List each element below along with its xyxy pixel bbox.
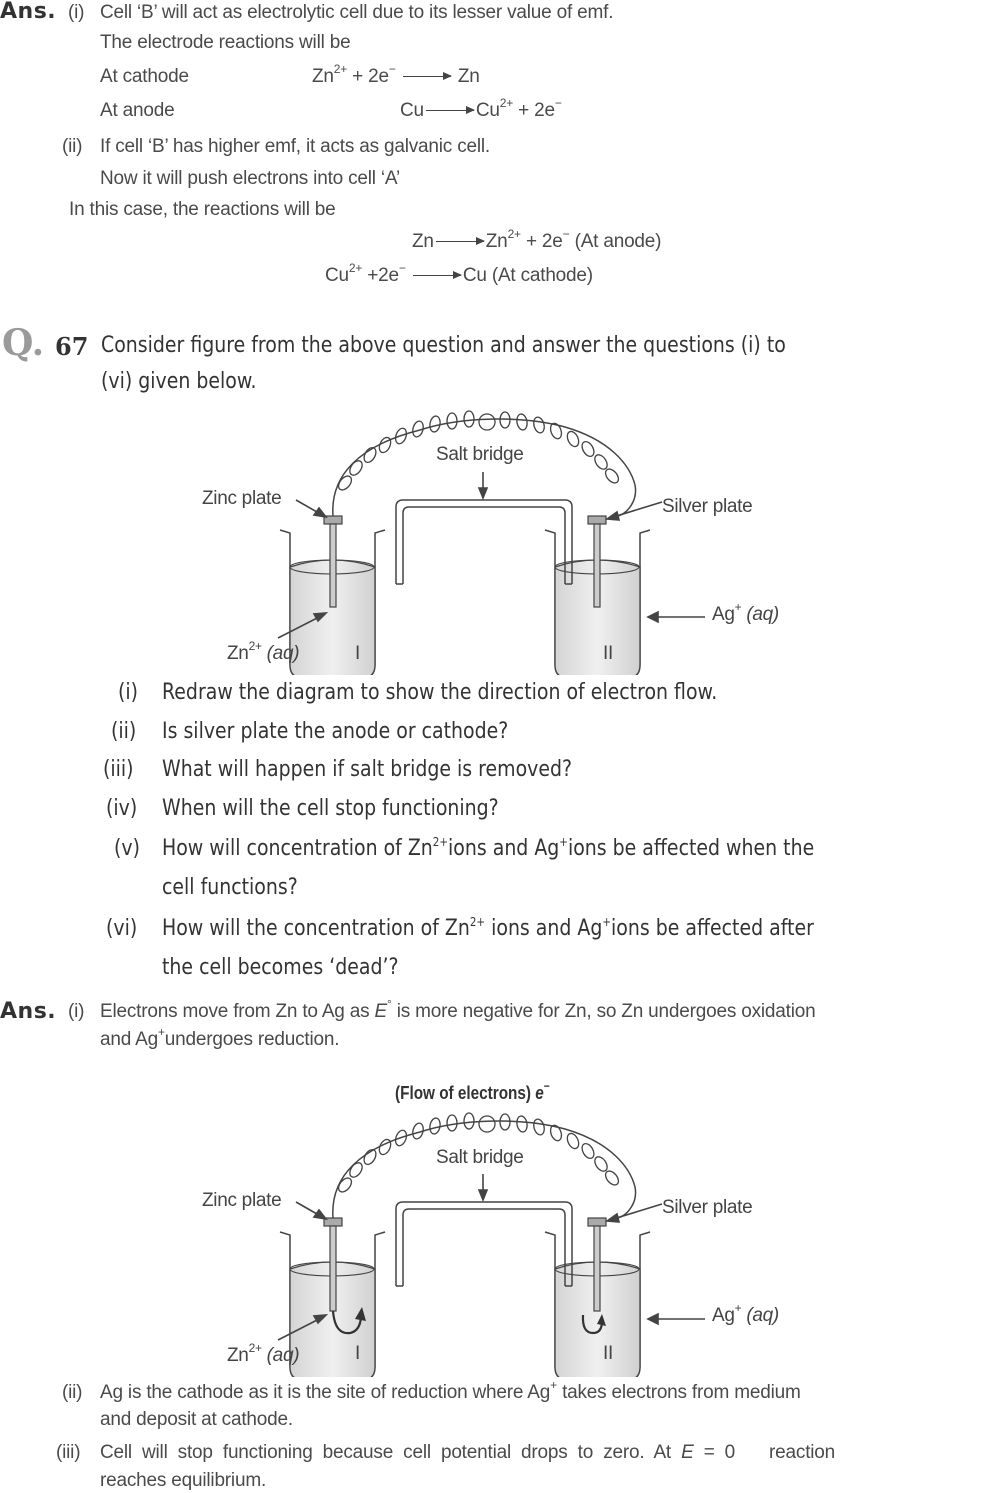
superscript: − (543, 1079, 550, 1093)
anode-reaction (412, 227, 662, 253)
subquestion-text: cell functions? (162, 875, 298, 900)
ion-state: (aq) (746, 1305, 779, 1326)
equation-superscript: 2+ (499, 96, 514, 110)
equation-note: (At cathode) (491, 265, 593, 286)
silver-plate-label: Silver plate (662, 1197, 753, 1218)
silver-plate-label: Silver plate (662, 496, 753, 517)
question-number: 67 (55, 332, 89, 361)
answer-part-number: (i) (68, 2, 85, 23)
subquestion-number: (iv) (106, 796, 138, 821)
text-run: reaction (769, 1442, 836, 1463)
beaker-2-label: II (603, 1343, 613, 1364)
reaction-arrow-icon (403, 76, 451, 77)
ion-symbol: Ag (712, 604, 735, 625)
subquestion-text (162, 836, 814, 861)
equation-superscript: − (554, 96, 562, 110)
reaction-arrow-icon (426, 110, 474, 111)
subquestion-number: (ii) (111, 719, 137, 744)
zinc-plate-label: Zinc plate (202, 1190, 282, 1211)
text-run: takes electrons from medium (562, 1382, 801, 1403)
answer-label: Ans. (0, 0, 57, 24)
reaction-arrow-icon (436, 241, 484, 242)
silver-ion-label (712, 600, 779, 626)
question-marker: Q. (2, 322, 45, 364)
subquestion-number: (v) (114, 836, 140, 861)
equation-term: +2e (367, 265, 399, 286)
subquestion-text: Is silver plate the anode or cathode? (162, 719, 509, 744)
zinc-ion-label (227, 639, 300, 665)
equation-term: Cu (462, 265, 487, 286)
title-text: (Flow of electrons) (395, 1083, 532, 1103)
question-text: Consider figure from the above question and answer the questions (i) to (101, 333, 786, 358)
equation-term: + 2e (518, 100, 555, 121)
answer-part-number: (iii) (56, 1442, 81, 1463)
equation-term: Cu (475, 100, 500, 121)
symbol: E (374, 1001, 387, 1022)
ion-symbol: Zn (227, 1345, 249, 1366)
text-run: = 0 (703, 1442, 736, 1463)
equation-term: Zn (312, 66, 334, 87)
text-run: Electrons move from Zn to Ag as (100, 1001, 370, 1022)
answer-text: The electrode reactions will be (100, 32, 351, 53)
answer-part-number: (i) (68, 1001, 85, 1022)
equation-superscript: − (398, 261, 406, 275)
text-run: How will concentration of Zn (162, 836, 433, 861)
anode-equation (400, 96, 562, 122)
text-run: Ag is the cathode as it is the site of reduction where Ag (100, 1382, 551, 1403)
equation-superscript: 2+ (348, 261, 363, 275)
text-run: and Ag (100, 1029, 158, 1050)
superscript: 2+ (469, 915, 486, 929)
anode-label: At anode (100, 100, 175, 121)
subquestion-text: Redraw the diagram to show the direction of electron flow. (162, 680, 718, 705)
answer-label: Ans. (0, 999, 57, 1024)
cathode-equation (312, 62, 480, 88)
equation-term: + 2e (525, 231, 563, 252)
cathode-label: At cathode (100, 66, 189, 87)
equation-term: Cu (400, 100, 424, 121)
ion-state: (aq) (266, 1345, 300, 1366)
answer-text: Now it will push electrons into cell ‘A’ (100, 168, 400, 189)
subquestion-number: (vi) (106, 916, 138, 941)
ion-symbol: Ag (712, 1305, 735, 1326)
superscript: + (550, 1378, 557, 1392)
ion-charge: 2+ (248, 639, 262, 653)
subquestion-text: the cell becomes ‘dead’? (162, 955, 399, 980)
equation-term: Zn (412, 231, 434, 252)
equation-term: Zn (457, 66, 480, 87)
text-run: ions be affected after (611, 916, 814, 941)
text-run: ions and Ag (491, 916, 603, 941)
answer-text: In this case, the reactions will be (69, 199, 336, 220)
beaker-1-label: I (355, 643, 360, 664)
subquestion-text (162, 916, 814, 941)
diagram-title (395, 1079, 550, 1104)
cathode-reaction (325, 261, 593, 287)
ion-state: (aq) (746, 604, 779, 625)
superscript: + (157, 1025, 165, 1039)
symbol: E (681, 1442, 694, 1463)
ion-charge: + (734, 600, 742, 614)
answer-text (100, 1378, 801, 1404)
equation-superscript: − (388, 62, 396, 76)
superscript: + (559, 835, 568, 849)
text-run: undergoes reduction. (164, 1029, 340, 1050)
equation-superscript: 2+ (333, 62, 348, 76)
answer-text (100, 1025, 340, 1051)
answer-text: Cell ‘B’ will act as electrolytic cell due to its lesser value of emf. (100, 2, 614, 23)
beaker-1-label: I (355, 1343, 360, 1364)
subquestion-text: What will happen if salt bridge is removed? (162, 757, 573, 782)
beaker-2-label: II (603, 643, 613, 664)
answer-text (100, 1442, 835, 1464)
subquestion-text: When will the cell stop functioning? (162, 796, 499, 821)
reaction-arrow-icon (413, 275, 461, 276)
electron-symbol: e (535, 1083, 544, 1103)
superscript: + (602, 915, 612, 929)
question-text: (vi) given below. (101, 369, 257, 394)
equation-note: (At anode) (574, 231, 662, 252)
ion-charge: + (734, 1301, 742, 1315)
subquestion-number: (iii) (103, 757, 134, 782)
answer-part-number: (ii) (62, 136, 83, 157)
silver-ion-label (712, 1301, 779, 1327)
answer-part-number: (ii) (62, 1382, 83, 1403)
salt-bridge-label: Salt bridge (436, 1147, 524, 1168)
ion-charge: 2+ (248, 1341, 262, 1355)
text-run: ions be affected when the (567, 836, 815, 861)
zinc-ion-label (227, 1341, 300, 1367)
equation-term: Zn (485, 231, 508, 252)
text-run: How will the concentration of Zn (162, 916, 470, 941)
ion-state: (aq) (266, 643, 300, 664)
subquestion-number: (i) (118, 680, 139, 705)
ion-symbol: Zn (227, 643, 249, 664)
text-run: Cell will stop functioning because cell potential drops to zero. At (100, 1442, 672, 1463)
equation-term: + 2e (352, 66, 389, 87)
text-run: is more negative for Zn, so Zn undergoes oxidation (396, 1001, 816, 1022)
superscript: 2+ (432, 835, 449, 849)
text-run: ions and Ag (448, 836, 560, 861)
equation-term: Cu (325, 265, 349, 286)
answer-text (100, 997, 816, 1023)
answer-text: If cell ‘B’ has higher emf, it acts as galvanic cell. (100, 136, 490, 157)
salt-bridge-label: Salt bridge (436, 444, 524, 465)
zinc-plate-label: Zinc plate (202, 488, 282, 509)
answer-text: and deposit at cathode. (100, 1409, 293, 1430)
equation-superscript: − (562, 227, 570, 241)
answer-text: reaches equilibrium. (100, 1470, 267, 1491)
equation-superscript: 2+ (507, 227, 521, 241)
superscript: ° (387, 997, 392, 1011)
